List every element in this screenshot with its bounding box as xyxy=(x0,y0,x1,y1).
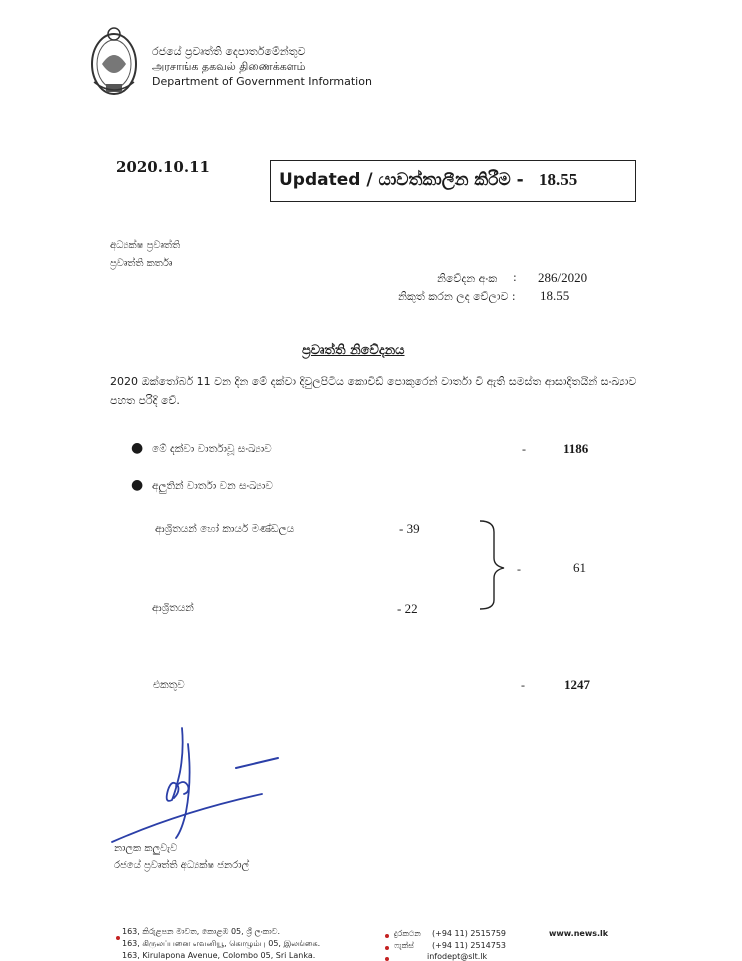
department-name xyxy=(152,44,372,89)
total-label: එකතුව xyxy=(153,679,185,691)
new-count-total: 61 xyxy=(573,560,586,575)
fax-number: (+94 11) 2514753 xyxy=(432,941,507,950)
signatory xyxy=(114,840,249,874)
email-icon xyxy=(385,957,389,961)
national-emblem xyxy=(88,24,140,98)
total-dash: - xyxy=(521,678,525,692)
addressee-line-1: අධ්‍යක්ෂ ප්‍රවෘත්ති xyxy=(110,240,181,251)
fax-label: ෆැක්ස් xyxy=(394,941,414,950)
signatory-title: රජයේ ප්‍රවෘත්ති අධ්‍යක්ෂ ජනරාල් xyxy=(114,860,250,871)
reported-count-label: මේ දක්වා වාර්තාවූ සංඛ්‍යාව xyxy=(152,443,272,455)
address-tamil: 163, கிருலப்பனை எவனியூ, கொழும்பு 05, இலங்கை. xyxy=(122,939,321,948)
website-link[interactable]: www.news.lk xyxy=(549,929,609,938)
release-number: 286/2020 xyxy=(538,270,588,285)
release-number-label: නිවේදන අංක xyxy=(437,272,498,285)
department-name-sinhala: රජයේ ප්‍රවෘත්ති දෙපාර්තමේන්තුව xyxy=(152,45,306,58)
phone-label: දුරකථන xyxy=(394,929,421,938)
phone-number: (+94 11) 2515759 xyxy=(432,929,507,938)
address-english: 163, Kirulapona Avenue, Colombo 05, Sri Lanka. xyxy=(122,951,316,960)
fax-icon xyxy=(385,946,389,950)
new-count-dash: - xyxy=(517,562,521,576)
release-date: 2020.10.11 xyxy=(116,158,210,176)
handwritten-signature xyxy=(110,720,300,850)
reported-count-dash: - xyxy=(522,442,526,456)
issued-time: 18.55 xyxy=(540,288,570,303)
signatory-name: නාලක කලුවැව xyxy=(114,843,178,854)
update-label: Updated / යාවත්කාලීන කිරීම - xyxy=(279,170,524,190)
release-number-separator: : xyxy=(513,271,517,284)
page-title: ප්‍රවෘත්ති නිවේදනය xyxy=(302,343,405,358)
bullet-icon: ● xyxy=(131,440,144,456)
bullet-icon: ● xyxy=(131,477,144,493)
reported-count-value: 1186 xyxy=(563,441,589,456)
addressee-line-2: ප්‍රවෘත්ති කර්තෘ xyxy=(110,258,173,269)
body-paragraph: 2020 ඔක්තෝබර් 11 වන දින මේ දක්වා දිවුලපිටිය කොවිඩ් පොකුරෙන් වාර්තා වී ඇති සමස්ත ආසාදිතයින් සංඛ්‍යාව පහත පරිදි වේ. xyxy=(110,375,637,407)
department-name-english: Department of Government Information xyxy=(152,75,372,88)
issued-time-label: නිකුත් කරන ලද වේලාව : xyxy=(398,290,516,303)
contacts-value: - 22 xyxy=(397,601,418,616)
new-count-label: අලුතින් වාර්තා වන සංඛ්‍යාව xyxy=(152,480,273,492)
contacts-staff-value: - 39 xyxy=(399,521,420,536)
contacts-staff-label: ආශ්‍රිතයන් හෝ කාර්ය මණ්ඩලය xyxy=(155,523,295,535)
update-time: 18.55 xyxy=(539,170,578,189)
addressee xyxy=(110,237,180,273)
department-name-tamil: அரசாங்க தகவல் திணைக்களம் xyxy=(152,60,306,73)
bullet-icon xyxy=(116,936,120,940)
total-value: 1247 xyxy=(564,677,590,692)
address-sinhala: 163, කිරුළපන මාවත, කොළඹ 05, ශ්‍රී ලංකාව. xyxy=(122,927,281,936)
brace-icon xyxy=(472,518,508,612)
email-address[interactable]: infodept@slt.lk xyxy=(427,952,488,961)
contacts-label: ආශ්‍රිතයන් xyxy=(152,602,194,614)
update-box xyxy=(270,160,636,202)
phone-icon xyxy=(385,934,389,938)
national-emblem-icon xyxy=(88,24,140,98)
